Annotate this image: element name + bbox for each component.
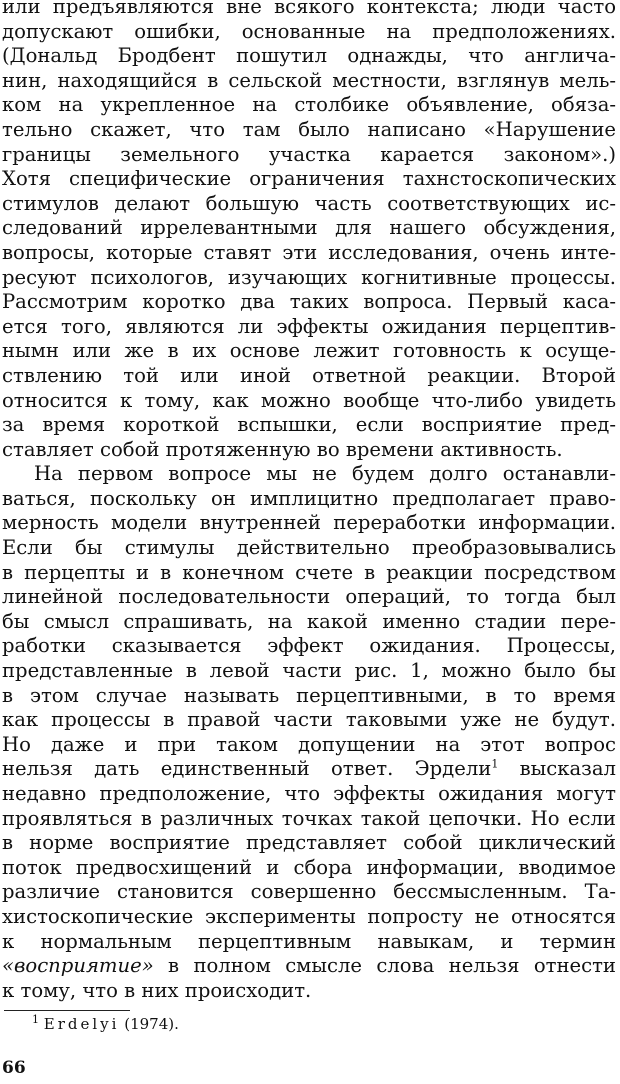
text-line: стимулов делают большую часть соответствующих ис- <box>2 191 616 215</box>
text-line: Рассмотрим коротко два таких вопроса. Первый каса- <box>2 290 616 314</box>
text-line: ствлению той или иной ответной реакции. Второй <box>2 363 616 387</box>
line-text: нельзя дать единственный ответ. Эрдели <box>2 757 492 781</box>
footnote <box>32 1014 179 1034</box>
text-line: Но даже и при таком допущении на этот вопрос <box>2 732 616 756</box>
text-line: работки сказывается эффект ожидания. Процессы, <box>2 634 616 658</box>
text-line: представленные в левой части рис. 1, можно было бы <box>2 659 616 683</box>
text-line: к тому, что в них происходит. <box>2 978 312 1002</box>
text-line: ется того, являются ли эффекты ожидания перцептив- <box>2 314 616 338</box>
footnote-ref-marker: 1 <box>491 757 499 771</box>
line-text-tail: в полном смысле слова нельзя отнести <box>153 954 616 978</box>
text-line: хистоскопические эксперименты попросту не относятся <box>2 904 616 928</box>
text-line: проявляться в различных точках такой цепочки. Но если <box>2 806 616 830</box>
text-line: ставляет собой протяженную во времени активность. <box>2 437 563 461</box>
line-text-tail: высказал <box>519 757 616 781</box>
text-line: поток предвосхищений и сбора информации, вводимое <box>2 855 616 879</box>
text-line: границы земельного участка карается законом».) <box>2 142 616 166</box>
text-line-with-emphasis <box>2 954 616 979</box>
text-line: недавно предположение, что эффекты ожидания могут <box>2 782 616 805</box>
text-line: за время короткой вспышки, если восприятие пред- <box>2 413 616 437</box>
text-line: или предъявляются вне всякого контекста; люди часто <box>2 0 616 18</box>
footnote-marker: 1 <box>32 1013 39 1026</box>
text-line: различие становится совершенно бессмысленным. Та- <box>2 880 616 904</box>
text-line: тельно скажет, что там было написано «Нарушение <box>2 117 616 141</box>
text-line: ком на укрепленное на столбике объявление, обяза- <box>2 93 616 117</box>
text-line: линейной последовательности операций, то тогда был <box>2 585 616 609</box>
text-line: в перцепты и в конечном счете в реакции посредством <box>2 560 616 584</box>
text-line: ресуют психологов, изучающих когнитивные процессы. <box>2 265 616 289</box>
text-line: к нормальным перцептивным навыкам, и термин <box>2 929 616 953</box>
text-line: Хотя специфические ограничения тахнстоскопических <box>2 167 616 191</box>
text-line: бы смысл спрашивать, на какой именно стадии пере- <box>2 609 616 633</box>
page-number: 66 <box>2 1058 26 1078</box>
text-line: как процессы в правой части таковыми уже не будут. <box>2 708 616 732</box>
footnote-author: Erdelyi <box>43 1015 120 1033</box>
text-line: следований иррелевантными для нашего обсуждения, <box>2 216 616 240</box>
paragraph-first-line: На первом вопросе мы не будем долго останавли- <box>34 462 616 486</box>
text-line: в этом случае называть перцептивными, в то время <box>2 683 616 707</box>
text-line: нин, находящийся в сельской местности, взглянув мель- <box>2 68 616 92</box>
text-line: в норме восприятие представляет собой циклический <box>2 831 616 855</box>
text-line: допускают ошибки, основанные на предположениях. <box>2 19 616 43</box>
text-line: мерность модели внутренней переработки информации. <box>2 511 616 535</box>
text-line: ваться, поскольку он имплицитно предполагает право- <box>2 486 616 510</box>
text-line: вопросы, которые ставят эти исследования, очень инте- <box>2 240 616 264</box>
main-text <box>2 0 616 1003</box>
text-line: относится к тому, как можно вообще что-либо увидеть <box>2 388 616 412</box>
text-line: нымн или же в их основе лежит готовность к осуще- <box>2 339 616 363</box>
text-line: Если бы стимулы действительно преобразовывались <box>2 536 616 560</box>
footnote-year: (1974). <box>124 1015 179 1033</box>
text-line: (Дональд Бродбент пошутил однажды, что англича- <box>2 44 616 68</box>
footnote-divider <box>4 1010 130 1011</box>
text-line-with-footnote-ref <box>2 757 616 782</box>
emphasized-term: «восприятие» <box>2 954 154 978</box>
